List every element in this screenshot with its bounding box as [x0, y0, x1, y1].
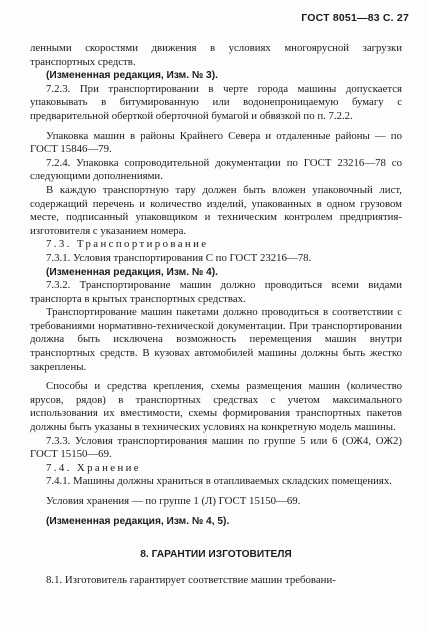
clause-7-2-4: 7.2.4. Упаковка сопроводительной документации по ГОСТ 23216—78 со следующими дополнениями. — [30, 156, 402, 183]
clause-7-4-1: 7.4.1. Машины должны храниться в отапливаемых складских помещениях. — [46, 475, 392, 488]
subsection-7-4-heading: 7.4. Хранение — [46, 461, 142, 474]
clause-7-3-2: 7.3.2. Транспортирование машин должно проводиться всеми видами транспорта в крытых транспортных средствах. — [30, 279, 402, 305]
clause-7-3-1: 7.3.1. Условия транспортирования С по ГОСТ 23216—78. — [46, 251, 312, 264]
clause-8-1: 8.1. Изготовитель гарантирует соответствие машин требовани- — [46, 573, 336, 586]
section-8-title: 8. ГАРАНТИИ ИЗГОТОВИТЕЛЯ — [140, 549, 292, 561]
paragraph-continuation: ленными скоростями движения в условиях многоярусной загрузки транспортных средств. — [30, 42, 402, 68]
subsection-7-3-heading: 7.3. Транспортирование — [46, 238, 209, 251]
paragraph-packing-list: В каждую транспортную тару должен быть вложен упаковочный лист, содержащий перечень и количество изделий, упакованных в одном грузовом месте, подписанный упаковщиком и техническим контролем предприятия-изготовителя с указанием номера. — [30, 183, 402, 237]
paragraph-storage-conditions: Условия хранения — по группе 1 (Л) ГОСТ 15150—69. — [46, 495, 301, 507]
amendment-note: (Измененная редакция, Изм. № 3). — [46, 70, 218, 82]
paragraph-north-packaging: Упаковка машин в районы Крайнего Севера и отдаленные районы — по ГОСТ 15846—79. — [30, 129, 402, 156]
amendment-note: (Измененная редакция, Изм. № 4, 5). — [46, 515, 230, 527]
page-header: ГОСТ 8051—83 С. 27 — [301, 12, 409, 24]
clause-7-3-3: 7.3.3. Условия транспортирования машин по группе 5 или 6 (ОЖ4, ОЖ2) ГОСТ 15150—69. — [30, 434, 402, 461]
document-body — [30, 42, 402, 587]
amendment-note: (Измененная редакция, Изм. № 4). — [46, 266, 218, 278]
paragraph-fastening: Способы и средства крепления, схемы размещения машин (количество ярусов, рядов) в транспортных средствах с учетом максимального использования их вместимости, схемы формирования транспортных пакетов должны быть указаны в технических условиях на конкретную модель машины. — [30, 380, 402, 434]
clause-7-2-3: 7.2.3. При транспортировании в черте города машины допускается упаковывать в битумированную или водонепроницаемую бумагу с предварительной оберткой оберточной бумагой и обвязкой по п. 7.2.2. — [30, 82, 402, 122]
paragraph-packets: Транспортирование машин пакетами должно проводиться в соответствии с требованиями нормативно-технической документации. При транспортировании должна быть исключена возможность перемещения машин внутри транспортных средств. В кузовах автомобилей машины должны быть жестко закреплены. — [30, 306, 402, 373]
